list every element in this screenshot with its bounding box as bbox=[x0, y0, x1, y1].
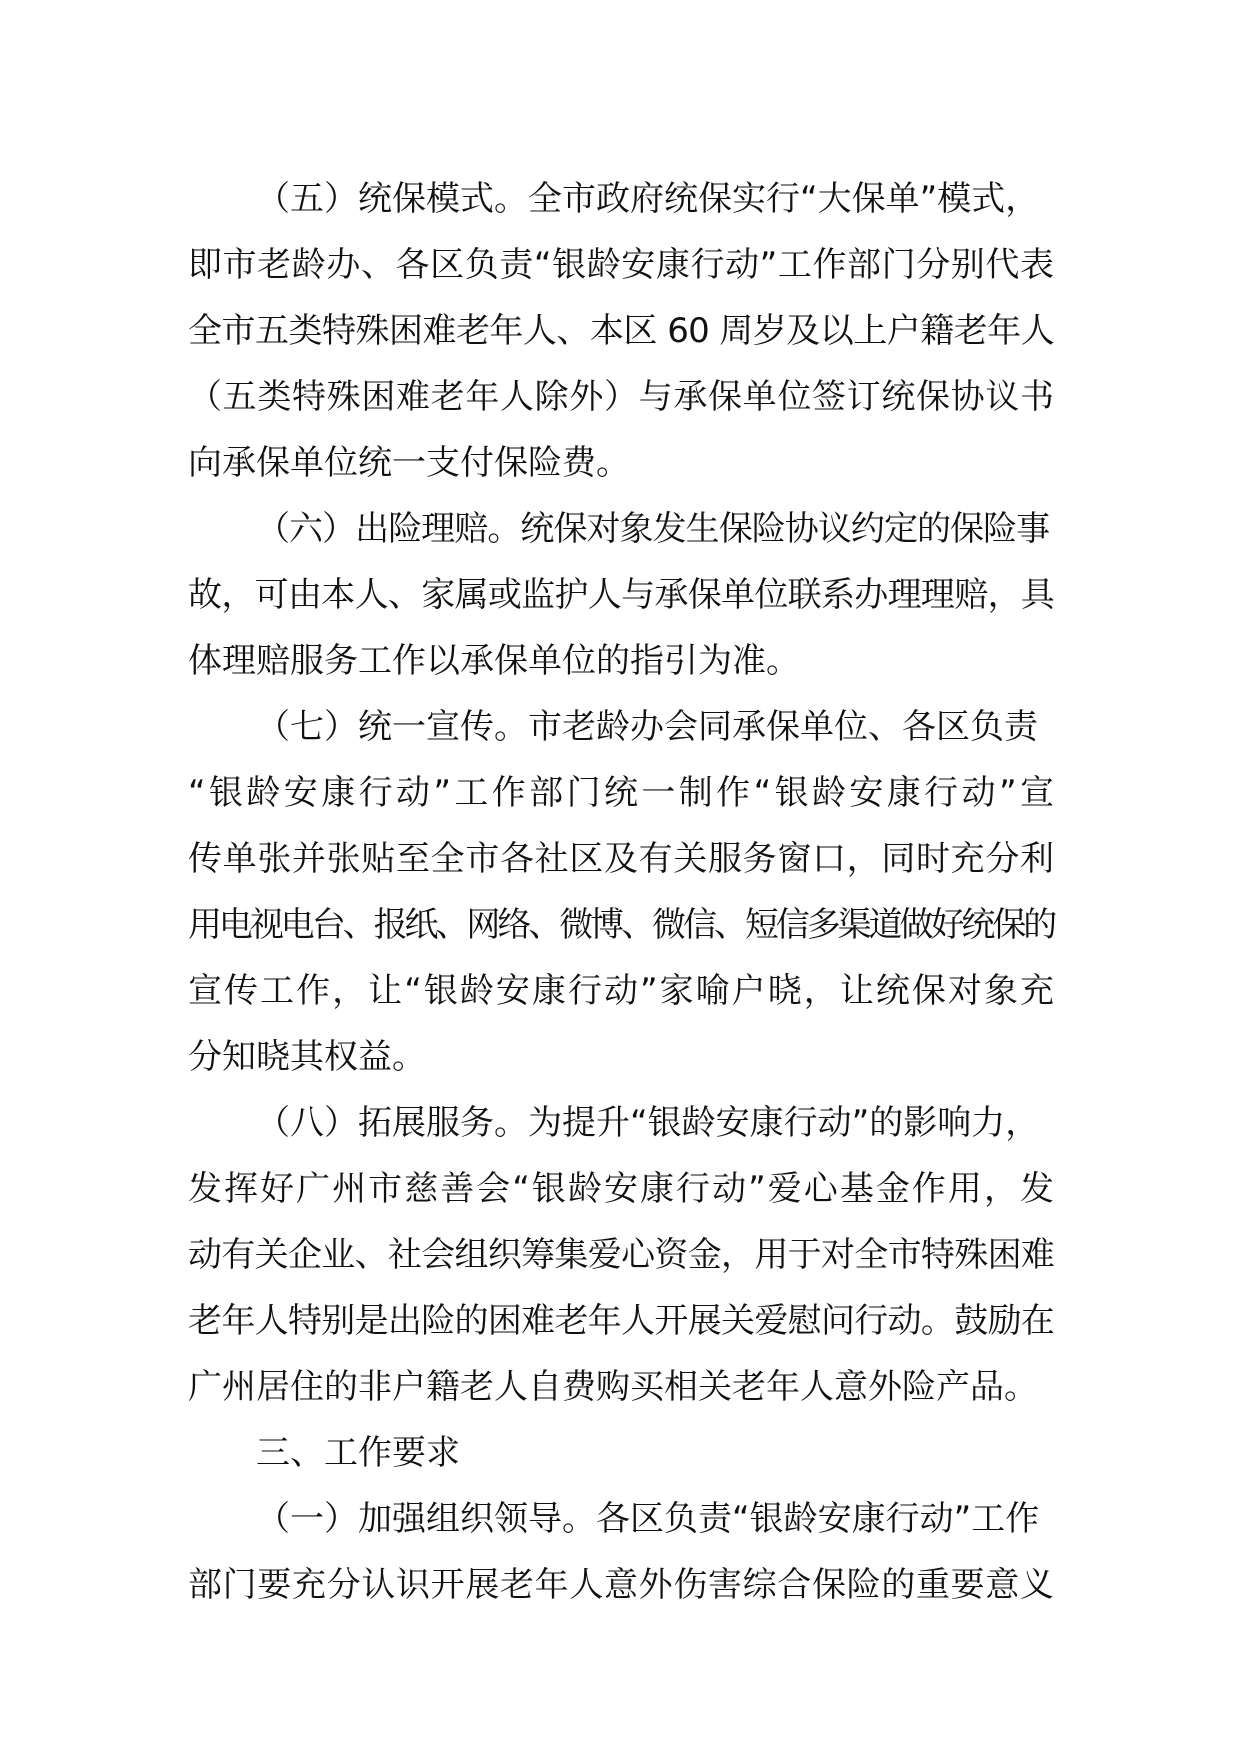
paragraph-eight-line-3: 动有关企业、社会组织筹集爱心资金，用于对全市特殊困难 bbox=[188, 1235, 1054, 1275]
paragraph-five-line-4: （五类特殊困难老年人除外）与承保单位签订统保协议书 bbox=[188, 377, 1054, 417]
paragraph-seven-line-1: （七）统一宣传。市老龄办会同承保单位、各区负责 bbox=[256, 707, 1038, 747]
paragraph-six-line-1: （六）出险理赔。统保对象发生保险协议约定的保险事 bbox=[256, 509, 1050, 549]
paragraph-six-line-2: 故，可由本人、家属或监护人与承保单位联系办理理赔，具 bbox=[188, 575, 1054, 615]
section-heading-work-requirements: 三、工作要求 bbox=[256, 1433, 460, 1473]
paragraph-five-line-3: 全市五类特殊困难老年人、本区 60 周岁及以上户籍老年人 bbox=[188, 311, 1054, 351]
paragraph-one-line-1: （一）加强组织领导。各区负责“银龄安康行动”工作 bbox=[256, 1499, 1040, 1539]
paragraph-five-line-2: 即市老龄办、各区负责“银龄安康行动”工作部门分别代表 bbox=[188, 245, 1054, 285]
paragraph-seven-line-3: 传单张并张贴至全市各社区及有关服务窗口，同时充分利 bbox=[188, 839, 1054, 879]
paragraph-seven-line-6: 分知晓其权益。 bbox=[188, 1037, 426, 1077]
paragraph-eight-line-1: （八）拓展服务。为提升“银龄安康行动”的影响力， bbox=[256, 1103, 1040, 1143]
paragraph-eight-line-4: 老年人特别是出险的困难老年人开展关爱慰问行动。鼓励在 bbox=[188, 1301, 1054, 1341]
paragraph-seven-line-5: 宣传工作，让“银龄安康行动”家喻户晓，让统保对象充 bbox=[188, 971, 1054, 1011]
paragraph-seven-line-4: 用电视电台、报纸、网络、微博、微信、短信多渠道做好统保的 bbox=[188, 905, 1054, 945]
paragraph-one-line-2: 部门要充分认识开展老年人意外伤害综合保险的重要意义 bbox=[188, 1565, 1054, 1605]
paragraph-five-line-1: （五）统保模式。全市政府统保实行“大保单”模式， bbox=[256, 179, 1040, 219]
paragraph-six-line-3: 体理赔服务工作以承保单位的指引为准。 bbox=[188, 641, 800, 681]
paragraph-eight-line-2: 发挥好广州市慈善会“银龄安康行动”爱心基金作用，发 bbox=[188, 1169, 1054, 1209]
paragraph-five-line-5: 向承保单位统一支付保险费。 bbox=[188, 443, 630, 483]
paragraph-eight-line-5: 广州居住的非户籍老人自费购买相关老年人意外险产品。 bbox=[188, 1367, 1038, 1407]
document-body bbox=[188, 166, 1054, 1618]
paragraph-seven-line-2: “银龄安康行动”工作部门统一制作“银龄安康行动”宣 bbox=[188, 773, 1054, 813]
